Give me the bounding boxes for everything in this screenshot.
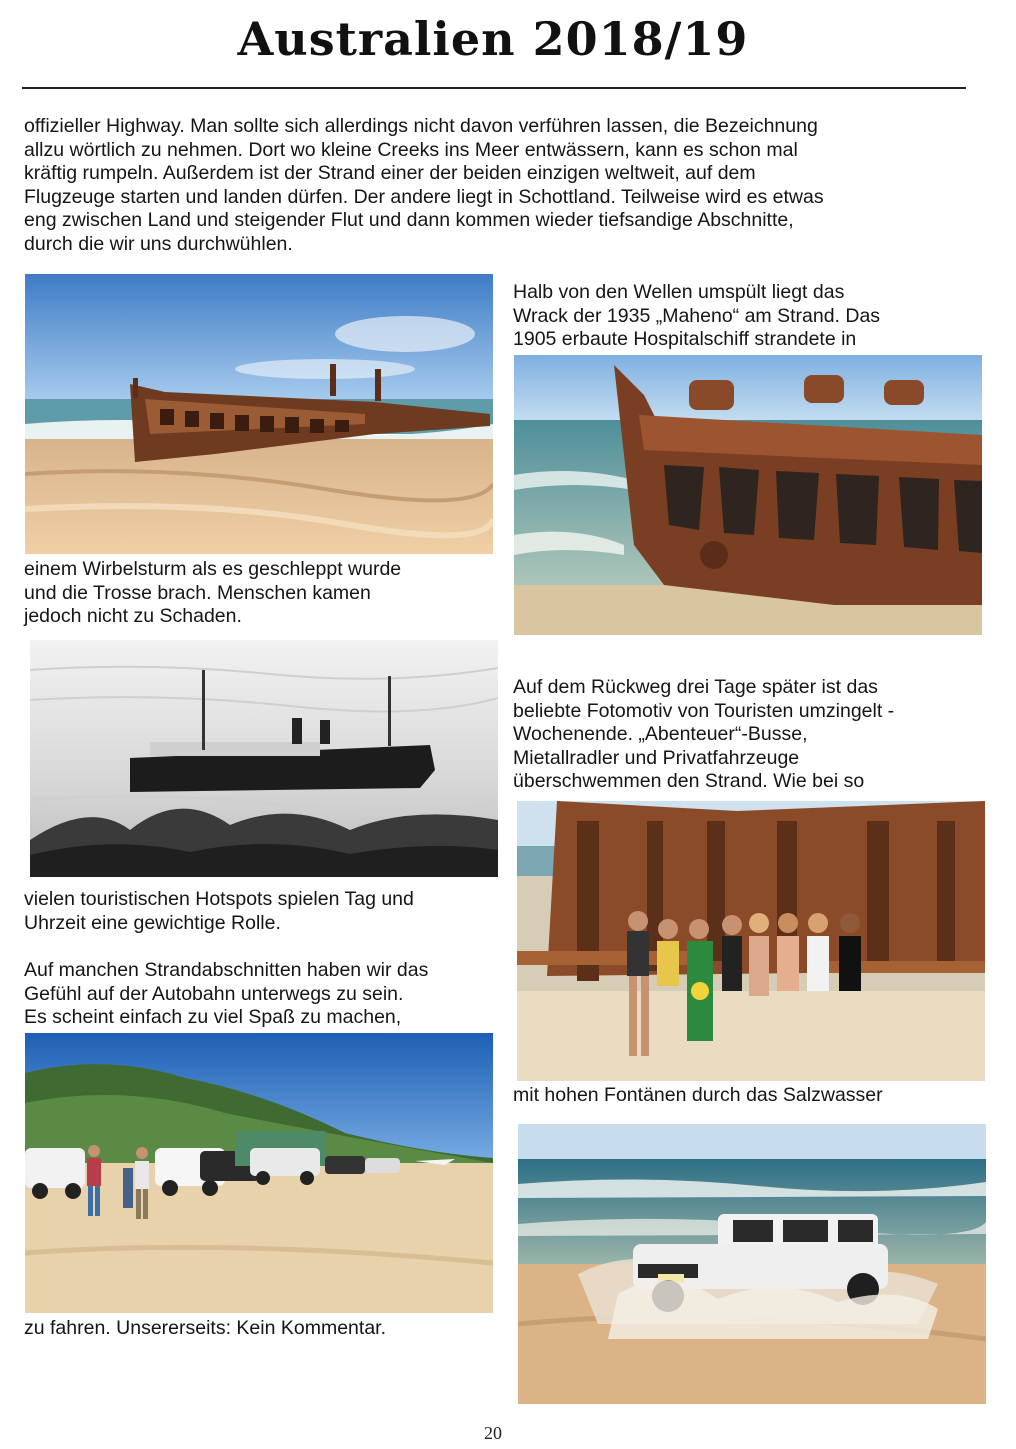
photo-maheno-wreck-beach (25, 274, 493, 554)
text-line: vielen touristischen Hotspots spielen Tag und (24, 888, 414, 910)
intro-paragraph (24, 115, 974, 256)
text-line: zu fahren. Unsererseits: Kein Kommentar. (24, 1317, 386, 1339)
text-line: 1905 erbaute Hospitalschiff strandete in (513, 328, 857, 350)
text-line: kräftig rumpeln. Außerdem ist der Strand einer der beiden einzigen weltweit, auf dem (24, 162, 756, 184)
photo-cars-on-beach (25, 1033, 493, 1313)
text-line: eng zwischen Land und steigender Flut und dann kommen wieder tiefsandige Abschnitte, (24, 209, 794, 231)
fontaenen-text (513, 1084, 993, 1108)
page-title: Australien 2018/19 (237, 12, 749, 66)
text-line: Mietallradler und Privatfahrzeuge (513, 746, 800, 769)
autobahn-text (24, 959, 504, 1030)
photo-maheno-closeup (514, 355, 982, 635)
text-line: jedoch nicht zu Schaden. (24, 605, 242, 627)
return-trip-text (513, 676, 993, 794)
text-line: Wrack der 1935 „Maheno“ am Strand. Das (513, 304, 881, 327)
maheno-intro-text (513, 281, 983, 352)
photo-historic-maheno (30, 640, 498, 877)
maheno-history-text (24, 558, 504, 629)
text-line: Es scheint einfach zu viel Spaß zu machen, (24, 1006, 402, 1028)
text-line: einem Wirbelsturm als es geschleppt wurde (24, 558, 402, 580)
photo-4wd-splashing (518, 1124, 986, 1404)
text-line: offizieller Highway. Man sollte sich allerdings nicht davon verführen lassen, die Bezeichnung (24, 115, 818, 137)
page-number: 20 (484, 1423, 502, 1443)
kommentar-text (24, 1317, 504, 1341)
text-line: durch die wir uns durchwühlen. (24, 232, 293, 255)
text-line: Gefühl auf der Autobahn unterwegs zu sein. (24, 982, 404, 1005)
text-line: allzu wörtlich zu nehmen. Dort wo kleine Creeks ins Meer entwässern, kann es schon mal (24, 138, 798, 161)
text-line: Wochenende. „Abenteuer“-Busse, (513, 723, 808, 745)
text-line: beliebte Fotomotiv von Touristen umzingelt - (513, 699, 895, 722)
text-line: und die Trosse brach. Menschen kamen (24, 581, 371, 604)
text-line: überschwemmen den Strand. Wie bei so (513, 770, 865, 792)
title-divider (22, 87, 966, 89)
text-line: Auf manchen Strandabschnitten haben wir das (24, 959, 429, 981)
text-line: Auf dem Rückweg drei Tage später ist das (513, 676, 878, 698)
hotspots-text (24, 888, 504, 935)
text-line: mit hohen Fontänen durch das Salzwasser (513, 1084, 883, 1106)
photo-tourists-at-wreck (517, 801, 985, 1081)
text-line: Halb von den Wellen umspült liegt das (513, 281, 845, 303)
text-line: Flugzeuge starten und landen dürfen. Der andere liegt in Schottland. Teilweise wird es etwas (24, 185, 824, 208)
text-line: Uhrzeit eine gewichtige Rolle. (24, 911, 281, 934)
